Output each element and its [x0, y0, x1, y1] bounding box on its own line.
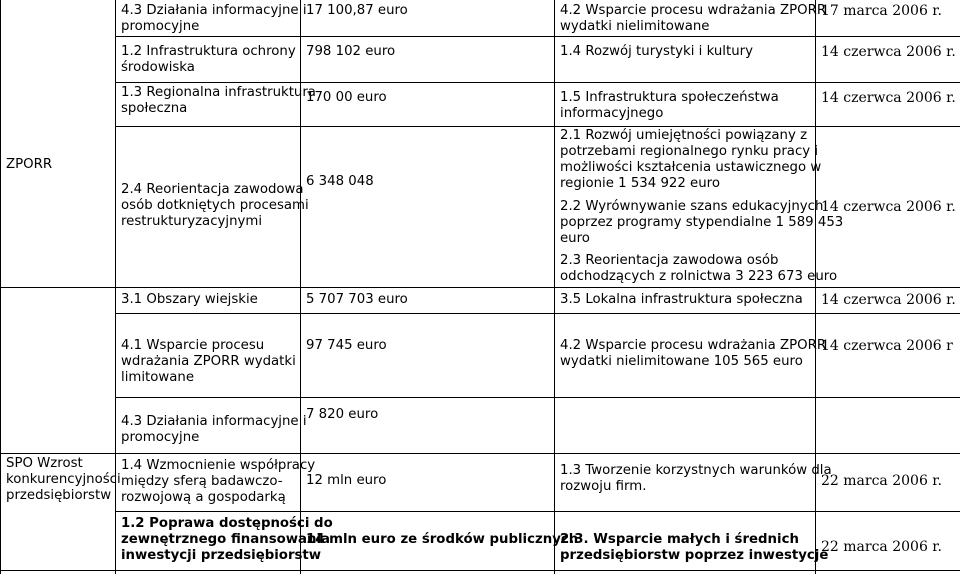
amount-cell: 5 707 703 euro — [306, 292, 408, 307]
measure-cell: 1.2 Poprawa dostępności do zewnętrznego finansowania inwestycji przedsiębiorstw — [121, 516, 333, 563]
measure-cell: 1.2 Infrastruktura ochrony środowiska — [121, 44, 296, 75]
measure-cell: 3.1 Obszary wiejskie — [121, 292, 258, 307]
row-divider — [0, 453, 960, 454]
date-cell: 22 marca 2006 r. — [821, 539, 942, 555]
row-divider — [115, 36, 960, 37]
row-divider — [0, 287, 960, 288]
target-cell: 1.3 Tworzenie korzystnych warunków dla rozwoju firm. — [560, 463, 832, 494]
measure-cell: 4.3 Działania informacyjne i promocyjne — [121, 3, 307, 34]
row-divider — [115, 126, 960, 127]
amount-cell: 14 mln euro ze środków publicznych — [306, 532, 579, 547]
amount-cell: 7 820 euro — [306, 407, 379, 422]
target-cell: 2.2 Wyrównywanie szans edukacyjnych poprzez programy stypendialne 1 589 453 euro — [560, 199, 844, 246]
target-cell: 2.3 Reorientacja zawodowa osób odchodzących z rolnictwa 3 223 673 euro — [560, 253, 838, 284]
measure-cell: 1.4 Wzmocnienie współpracy między sferą badawczo- rozwojową a gospodarką — [121, 458, 316, 505]
target-cell: 1.4 Rozwój turystyki i kultury — [560, 44, 753, 59]
measure-cell: 1.3 Regionalna infrastruktura społeczna — [121, 85, 316, 116]
target-cell: 3.5 Lokalna infrastruktura społeczna — [560, 292, 803, 307]
row-divider — [115, 313, 960, 314]
amount-cell: 97 745 euro — [306, 338, 387, 353]
target-cell: 2.3. Wsparcie małych i średnich przedsiębiorstw poprzez inwestycje — [560, 532, 829, 563]
column-divider — [554, 0, 555, 574]
date-cell: 14 czerwca 2006 r. — [821, 292, 956, 308]
amount-cell: 17 100,87 euro — [306, 3, 408, 18]
target-cell: 2.1 Rozwój umiejętności powiązany z potrzebami regionalnego rynku pracy i możliwości kształcenia ustawicznego w regionie 1 534 922 euro — [560, 128, 822, 191]
program-label: SPO Wzrost konkurencyjności przedsiębiorstw — [6, 456, 121, 503]
amount-cell: 6 348 048 — [306, 174, 374, 189]
measure-cell: 2.4 Reorientacja zawodowa osób dotkniętych procesami restrukturyzacyjnymi — [121, 182, 309, 229]
target-cell: 1.5 Infrastruktura społeczeństwa informacyjnego — [560, 90, 779, 121]
date-cell: 14 czerwca 2006 r — [821, 338, 953, 354]
date-cell: 14 czerwca 2006 r. — [821, 44, 956, 60]
amount-cell: 12 mln euro — [306, 473, 387, 488]
date-cell: 17 marca 2006 r. — [821, 3, 942, 19]
date-cell: 14 czerwca 2006 r. — [821, 199, 956, 215]
target-cell: 4.2 Wsparcie procesu wdrażania ZPORR wydatki nielimitowane 105 565 euro — [560, 338, 827, 369]
row-divider — [115, 82, 960, 83]
target-cell: 4.2 Wsparcie procesu wdrażania ZPORR wydatki nielimitowane — [560, 3, 827, 34]
amount-cell: 170 00 euro — [306, 90, 387, 105]
row-divider — [115, 397, 960, 398]
row-divider — [115, 511, 960, 512]
column-divider — [0, 0, 1, 574]
row-divider — [0, 570, 960, 571]
amount-cell: 798 102 euro — [306, 44, 396, 59]
measure-cell: 4.1 Wsparcie procesu wdrażania ZPORR wydatki limitowane — [121, 338, 296, 385]
measure-cell: 4.3 Działania informacyjne i promocyjne — [121, 414, 307, 445]
date-cell: 22 marca 2006 r. — [821, 473, 942, 489]
program-label: ZPORR — [6, 157, 53, 172]
date-cell: 14 czerwca 2006 r. — [821, 90, 956, 106]
